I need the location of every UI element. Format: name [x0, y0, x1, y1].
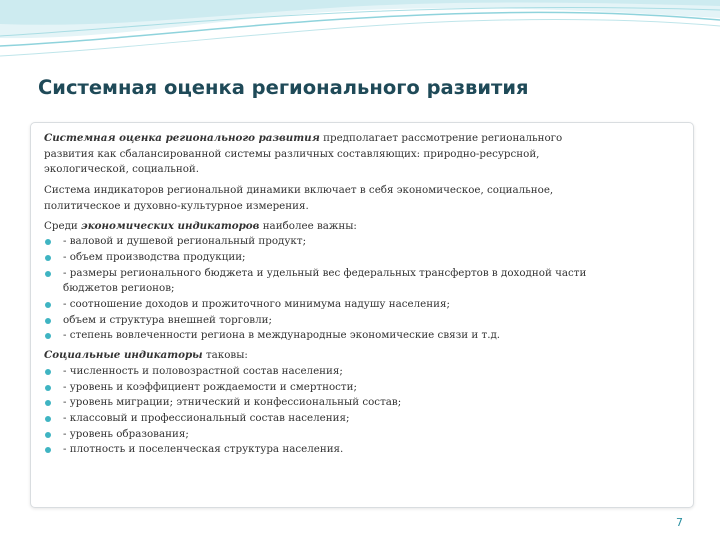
list-item: - объем производства продукции; [44, 250, 684, 266]
list-item: - уровень и коэффициент рождаемости и смертности; [44, 380, 684, 396]
economic-prefix: Среди [44, 219, 82, 232]
economic-heading [44, 219, 684, 235]
economic-indicators-list [44, 234, 684, 344]
list-item: - валовой и душевой региональный продукт; [44, 234, 684, 250]
intro-paragraph [44, 131, 684, 178]
page-number: 7 [676, 516, 683, 529]
list-item: - соотношение доходов и прожиточного минимума надушу населения; [44, 297, 684, 313]
intro-text-1: предполагает рассмотрение регионального [319, 132, 563, 144]
list-item: объем и структура внешней торговли; [44, 313, 684, 329]
list-item: - плотность и поселенческая структура населения. [44, 442, 684, 458]
social-suffix: таковы: [202, 349, 248, 362]
list-item-text: - размеры регионального бюджета и удельный вес федеральных трансфертов в доходной части [63, 266, 587, 279]
intro-emphasis: Системная оценка регионального развития [44, 132, 320, 144]
social-emphasis: Социальные индикаторы [44, 349, 203, 362]
list-item: - численность и половозрастной состав населения; [44, 364, 684, 380]
indicators-line-2: политическое и духовно-культурное измерения. [44, 199, 309, 212]
list-item: - классовый и профессиональный состав населения; [44, 411, 684, 427]
intro-text-2: развития как сбалансированной системы различных составляющих: природно-ресурсной, [44, 147, 540, 160]
list-item: - степень вовлеченности региона в международные экономические связи и т.д. [44, 328, 684, 344]
intro-text-3: экологической, социальной. [44, 163, 200, 176]
slide-content [44, 131, 684, 458]
decorative-header-waves [0, 0, 720, 130]
social-heading [44, 348, 684, 364]
indicators-line-1: Система индикаторов региональной динамики включает в себя экономическое, социальное, [44, 184, 554, 197]
list-item: - уровень миграции; этнический и конфессиональный состав; [44, 395, 684, 411]
list-item [44, 266, 684, 297]
list-item-continuation: бюджетов регионов; [63, 282, 175, 295]
social-indicators-list [44, 364, 684, 458]
list-item: - уровень образования; [44, 427, 684, 443]
slide-title: Системная оценка регионального развития [38, 76, 529, 99]
economic-emphasis: экономических индикаторов [81, 219, 260, 232]
economic-suffix: наиболее важны: [259, 219, 357, 232]
indicators-paragraph [44, 183, 684, 214]
